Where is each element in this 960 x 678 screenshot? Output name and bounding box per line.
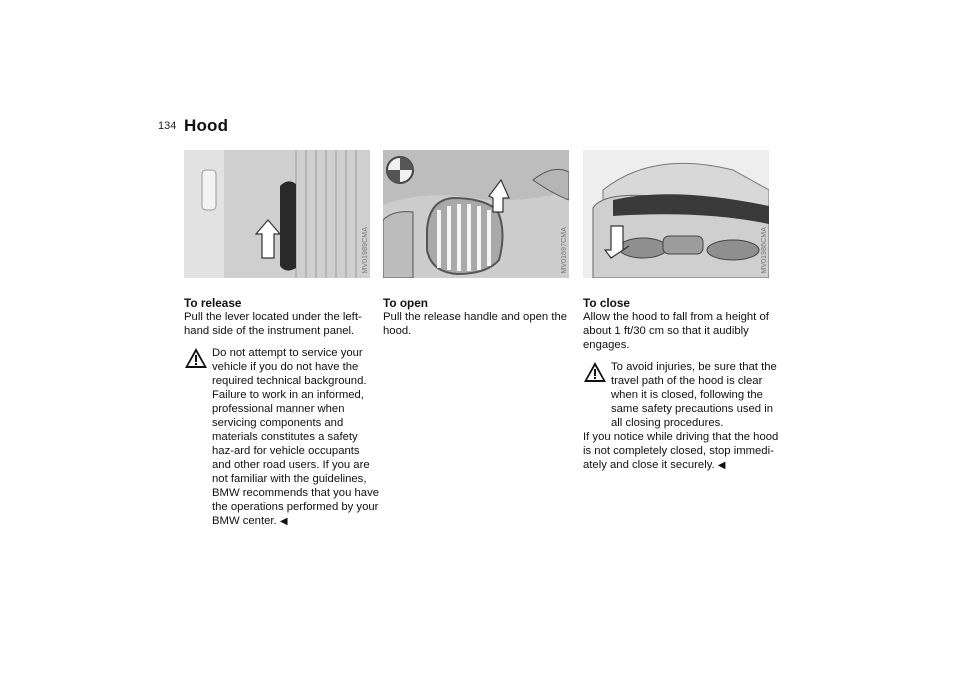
close-body: Allow the hood to fall from a height of about 1 ft/30 cm so that it audibly engages. bbox=[583, 311, 769, 351]
open-heading: To open bbox=[383, 296, 428, 310]
warning-triangle-icon bbox=[583, 361, 607, 383]
end-mark: ◀ bbox=[279, 516, 288, 527]
page-number: 134 bbox=[158, 120, 177, 132]
page-title: Hood bbox=[184, 116, 229, 135]
release-warning-first-line: Do not attempt to service your bbox=[212, 347, 363, 359]
release-heading: To release bbox=[184, 296, 242, 310]
open-section bbox=[383, 296, 579, 338]
figure-code: MV01989CMA bbox=[362, 227, 369, 274]
close-warning-first-line: To avoid injuries, be sure that the bbox=[611, 361, 777, 373]
figure-code: MV01697CMA bbox=[561, 227, 568, 274]
close-warning bbox=[583, 360, 779, 473]
release-lever-photo bbox=[184, 150, 370, 278]
close-warning-text: travel path of the hood is clear when it is closed, following the same safety precautions used in all closing procedures. bbox=[611, 375, 774, 429]
release-section bbox=[184, 296, 380, 529]
figure-code: MV01986CMA bbox=[761, 227, 768, 274]
release-handle-grille-photo bbox=[383, 150, 569, 278]
release-lever-figure bbox=[184, 150, 370, 278]
release-handle-figure bbox=[383, 150, 569, 278]
close-heading: To close bbox=[583, 296, 630, 310]
close-warning-extra: If you notice while driving that the hood is not completely closed, stop immedi-ately and close it securely. bbox=[583, 431, 779, 471]
warning-triangle-icon bbox=[184, 347, 208, 369]
closing-hood-figure bbox=[583, 150, 769, 278]
release-body: Pull the lever located under the left-hand side of the instrument panel. bbox=[184, 311, 362, 337]
closing-hood-photo bbox=[583, 150, 769, 278]
end-mark: ◀ bbox=[717, 460, 726, 471]
close-section bbox=[583, 296, 779, 473]
release-warning-text: vehicle if you do not have the required technical background. Failure to work in an informed, professional manner when servicing components and materials constitutes a safety haz-ard for vehicle occupants and other road users. If you are not familiar with the guidelines, BMW recommends that you have the operations performed by your BMW center. bbox=[212, 361, 380, 527]
release-warning bbox=[184, 346, 380, 529]
open-body: Pull the release handle and open the hood. bbox=[383, 311, 568, 337]
